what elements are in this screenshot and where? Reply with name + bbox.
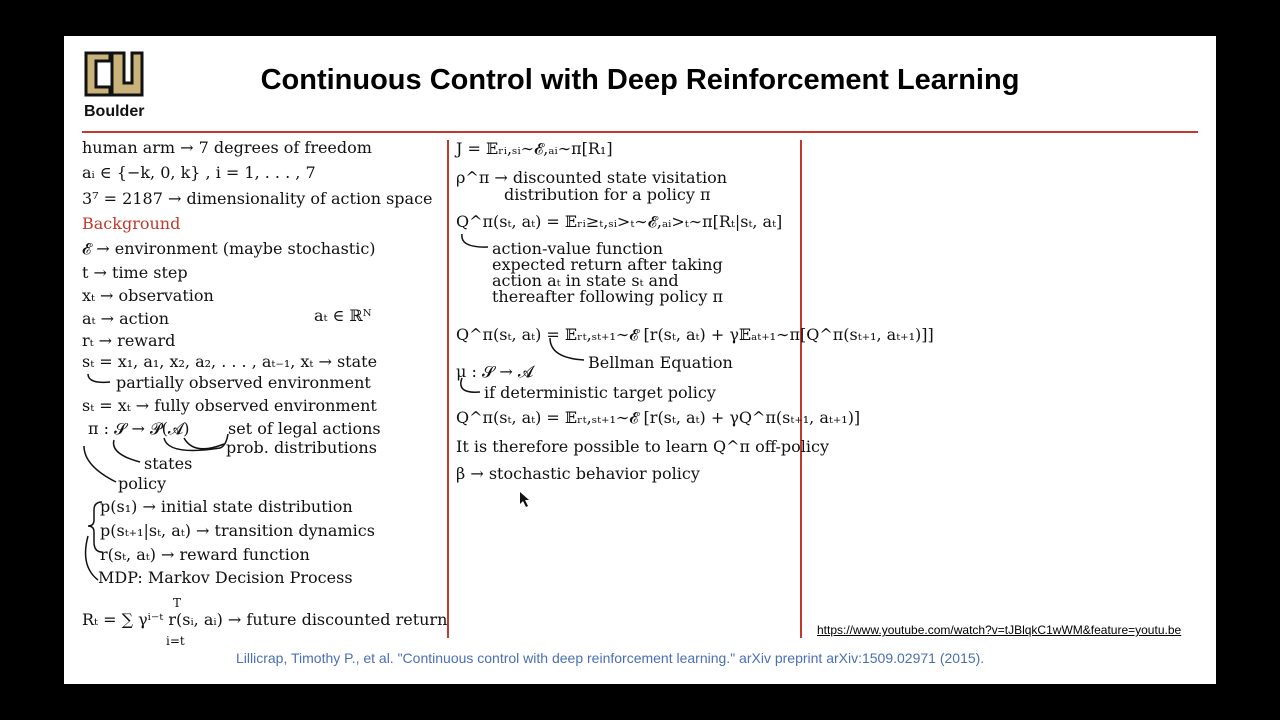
time-step-line: t → time step: [82, 263, 188, 282]
slide-title: Continuous Control with Deep Reinforcement Learning: [260, 64, 1020, 96]
mouse-cursor-icon: [520, 492, 529, 507]
citation: Lillicrap, Timothy P., et al. "Continuous control with deep reinforcement learning." arXiv preprint arXiv:1509.02971 (2015).: [236, 650, 985, 666]
objective-equation: J = 𝔼ᵣᵢ,ₛᵢ∼𝓔,ₐᵢ∼π[R₁]: [456, 139, 613, 158]
q-function-definition: Q^π(sₜ, aₜ) = 𝔼ᵣᵢ≥ₜ,ₛᵢ>ₜ∼𝓔,ₐᵢ>ₜ∼π[Rₜ|sₜ, aₜ]: [456, 212, 783, 231]
deterministic-label: if deterministic target policy: [484, 383, 716, 402]
action-state-label: action aₜ in state sₜ and: [492, 271, 679, 290]
mu-definition: μ : 𝓢 → 𝓐: [456, 362, 534, 381]
annotation-strokes: [64, 36, 1216, 684]
sum-lower-limit: i=t: [166, 634, 185, 648]
stroke-bellman: [550, 338, 584, 360]
initial-state-line: p(s₁) → initial state distribution: [100, 497, 353, 516]
behavior-policy-line: β → stochastic behavior policy: [456, 464, 700, 483]
stroke-deterministic: [461, 378, 480, 392]
policy-definition: π : 𝓢 → 𝓟(𝓐): [88, 419, 190, 438]
expected-return-label: expected return after taking: [492, 255, 723, 274]
bellman-label: Bellman Equation: [588, 353, 733, 372]
state-line: sₜ = x₁, a₁, x₂, a₂, . . . , aₜ₋₁, xₜ → state: [82, 352, 378, 371]
policy-label: policy: [118, 474, 167, 493]
logo-text: Boulder: [84, 103, 145, 120]
action-space-line: 3⁷ = 2187 → dimensionality of action space: [82, 189, 433, 208]
bellman-equation: Q^π(sₜ, aₜ) = 𝔼ᵣₜ,ₛₜ₊₁∼𝓔 [r(sₜ, aₜ) + γ𝔼ₐₜ₊₁∼π[Q^π(sₜ₊₁, aₜ₊₁)]]: [456, 325, 934, 344]
action-line: aₜ → action: [82, 309, 170, 328]
action-value-label: action-value function: [492, 239, 663, 258]
action-set-line: aᵢ ∈ {−k, 0, k} , i = 1, . . . , 7: [82, 163, 316, 182]
prob-distributions-label: prob. distributions: [226, 438, 377, 457]
transition-line: p(sₜ₊₁|sₜ, aₜ) → transition dynamics: [100, 521, 375, 540]
stroke-policy: [84, 446, 116, 482]
stroke-partially-observed: [88, 374, 110, 382]
thereafter-label: thereafter following policy π: [492, 287, 723, 306]
reward-line: rₜ → reward: [82, 331, 176, 350]
video-link[interactable]: https://www.youtube.com/watch?v=tJBlqkC1wWM&feature=youtu.be: [817, 623, 1182, 637]
environment-line: 𝓔 → environment (maybe stochastic): [82, 239, 376, 258]
sum-upper-limit: T: [173, 596, 182, 610]
stroke-action-value: [462, 234, 488, 247]
rho-definition: ρ^π → discounted state visitation: [456, 168, 728, 187]
off-policy-line: It is therefore possible to learn Q^π off-policy: [456, 437, 830, 456]
arm-dof-line: human arm → 7 degrees of freedom: [82, 138, 372, 157]
stroke-mdp-brace: [88, 502, 102, 552]
observation-line: xₜ → observation: [82, 286, 214, 305]
stroke-prob-dist: [184, 438, 224, 449]
action-domain: aₜ ∈ ℝᴺ: [314, 306, 372, 325]
deterministic-bellman: Q^π(sₜ, aₜ) = 𝔼ᵣₜ,ₛₜ₊₁∼𝓔 [r(sₜ, aₜ) + γQ^π(sₜ₊₁, aₜ₊₁)]: [456, 408, 861, 427]
fully-observed-line: sₜ = xₜ → fully observed environment: [82, 396, 377, 415]
rho-definition-cont: distribution for a policy π: [504, 185, 711, 204]
legal-actions-label: set of legal actions: [228, 419, 381, 438]
discounted-return-line: Rₜ = ∑ γⁱ⁻ᵗ r(sᵢ, aᵢ) → future discounted return: [82, 610, 448, 629]
stroke-mdp: [86, 536, 98, 580]
slide: [64, 36, 1216, 684]
partially-observed-label: partially observed environment: [116, 373, 371, 392]
states-label: states: [144, 454, 193, 473]
background-heading: Background: [82, 214, 181, 233]
reward-function-line: r(sₜ, aₜ) → reward function: [100, 545, 310, 564]
stroke-states: [114, 440, 140, 462]
mdp-label: MDP: Markov Decision Process: [98, 568, 353, 587]
